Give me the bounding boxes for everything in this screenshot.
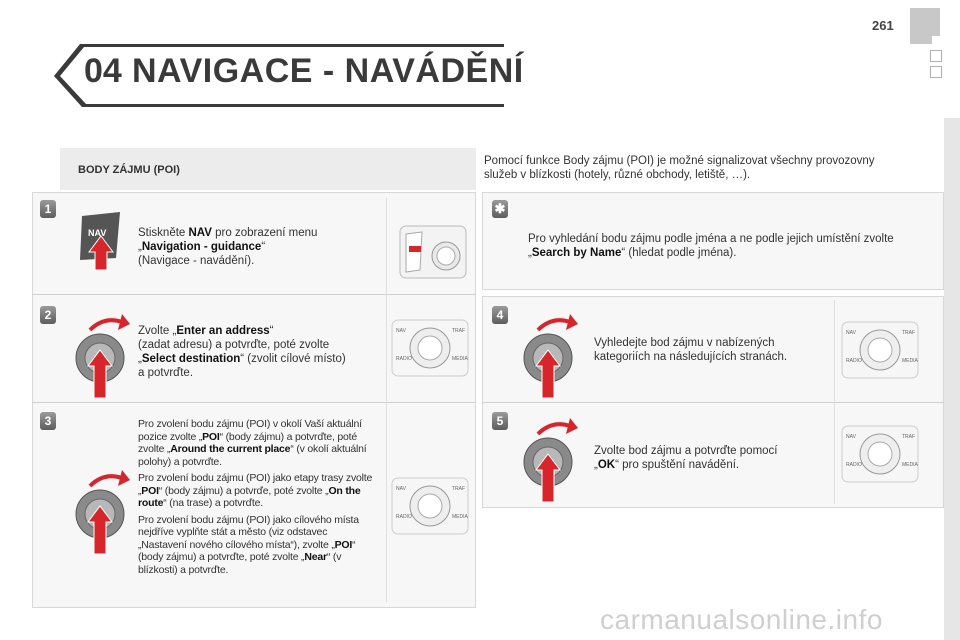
step-1-text: Stiskněte NAV pro zobrazení menu „Navigation - guidance“ (Navigace - navádění). [138,227,318,267]
step-2-text: Zvolte „Enter an address“ (zadat adresu) a potvrďte, poté zvolte „Select destination“ (zvolit cílové místo) a potvrďte. [138,325,346,379]
control-panel-icon [390,316,470,380]
nav-square-icon [930,50,942,62]
step-3-paragraph-1: Pro zvolení bodu zájmu (POI) v okolí Vaší aktuální pozice zvolte „POI“ (body zájmu) a potvrďte, poté zvolte „Around the current place“ (v okolí aktuální polohy) a potvrďte. [138,418,367,468]
nav-key-icon [76,208,126,272]
svg-text:TRAF: TRAF [902,330,916,336]
section-title: BODY ZÁJMU (POI) [78,164,180,176]
step-3-text [138,418,376,576]
tip-text: Pro vyhledání bodu zájmu podle jména a ne podle jejich umístění zvolte „Search by Name“ (hledat podle jména). [528,233,894,259]
page-title: NAVIGACE - NAVÁDĚNÍ [132,52,524,90]
control-panel-icon [840,422,920,486]
corner-dot [932,36,940,44]
rotary-knob-icon [518,414,586,506]
lightbulb-icon: ✱ [492,200,508,218]
svg-text:NAV: NAV [846,330,856,336]
nav-square-icon [930,66,942,78]
svg-text:NAV: NAV [846,434,856,440]
nav-panel-icon [396,212,470,282]
svg-text:TRAF: TRAF [452,328,466,334]
svg-text:TRAF: TRAF [452,486,466,492]
control-panel-icon [390,474,470,538]
section-intro: Pomocí funkce Body zájmu (POI) je možné signalizovat všechny provozovny služeb v blízkosti (hotely, různé obchody, letiště, …). [484,155,875,181]
svg-text:RADIO: RADIO [396,514,412,520]
divider [32,402,476,403]
rotary-knob-icon [518,310,586,402]
svg-text:MEDIA: MEDIA [902,462,918,468]
divider [482,402,944,403]
rotary-knob-icon [70,310,138,402]
chapter-number: 04 [84,52,122,90]
svg-text:NAV: NAV [396,486,406,492]
divider [834,300,835,504]
divider [32,294,476,295]
svg-text:MEDIA: MEDIA [452,514,468,520]
step-5-text: Zvolte bod zájmu a potvrďte pomocí „OK“ pro spuštění navádění. [594,445,778,471]
rotary-knob-icon [70,466,138,558]
side-bar [944,118,960,640]
step-badge-1: 1 [40,200,56,218]
control-panel-icon [840,318,920,382]
svg-text:MEDIA: MEDIA [452,356,468,362]
svg-text:RADIO: RADIO [396,356,412,362]
svg-text:RADIO: RADIO [846,462,862,468]
step-badge-4: 4 [492,306,508,324]
step-3-paragraph-3: Pro zvolení bodu zájmu (POI) jako cílového místa nejdříve vyplňte stát a město (viz odstavec „Nastavení nového cílového místa“), zvolte „POI“ (body zájmu) a potvrďte, poté zvolte „Near“ (v blízkosti) a potvrďte. [138,513,359,576]
step-4-text: Vyhledejte bod zájmu v nabízených kategoriích na následujících stranách. [594,337,788,363]
svg-text:NAV: NAV [396,328,406,334]
watermark: carmanualsonline.info [600,604,883,635]
step-badge-3: 3 [40,412,56,430]
svg-text:MEDIA: MEDIA [902,358,918,364]
step-badge-5: 5 [492,412,508,430]
nav-key-label: NAV [88,228,107,238]
svg-text:RADIO: RADIO [846,358,862,364]
step-3-paragraph-2: Pro zvolení bodu zájmu (POI) jako etapy trasy zvolte „POI“ (body zájmu) a potvrďe, poté zvolte „On the route“ (na trase) a potvrďte. [138,472,373,509]
divider [386,198,387,602]
svg-text:TRAF: TRAF [902,434,916,440]
page-number: 261 [872,18,894,33]
step-badge-2: 2 [40,306,56,324]
